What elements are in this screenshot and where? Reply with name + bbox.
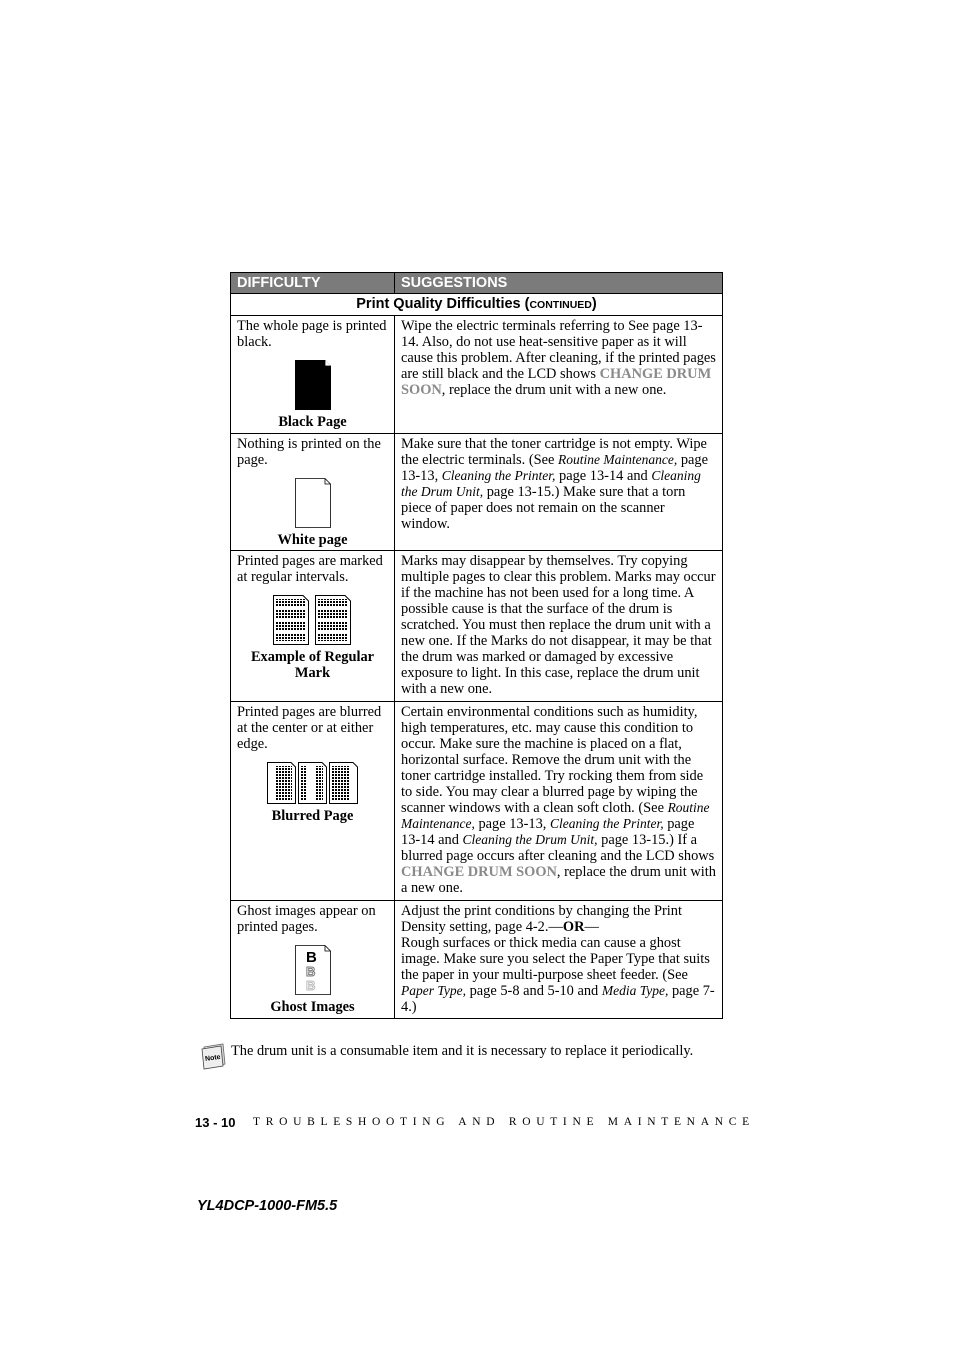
table-row bbox=[231, 901, 723, 1019]
difficulty-cell bbox=[231, 551, 395, 702]
suggestion-cell: Marks may disappear by themselves. Try copying multiple pages to clear this problem. Marks may occur if the machine has not been used for a long time. A possible cause is that the surface of the drum is scratched. You must then replace the drum unit with a new one. If the Marks do not disappear, it may be that the drum was marked or damaged by excessive exposure to light. In this case, replace the drum unit with a new one. bbox=[395, 551, 723, 702]
ghost-image-illustration bbox=[237, 945, 388, 995]
difficulty-cell bbox=[231, 901, 395, 1019]
figure-caption: Ghost Images bbox=[270, 999, 355, 1015]
ghost-letter: B bbox=[305, 964, 315, 979]
difficulty-cell bbox=[231, 434, 395, 551]
header-suggestions: SUGGESTIONS bbox=[395, 273, 723, 294]
table-header-row bbox=[231, 273, 723, 294]
section-continued: CONTINUED bbox=[529, 299, 592, 311]
difficulty-text: Ghost images appear on printed pages. bbox=[237, 903, 376, 935]
lcd-message: CHANGE DRUM SOON bbox=[401, 366, 712, 398]
lcd-message: CHANGE DRUM SOON bbox=[401, 864, 557, 880]
section-title: Print Quality Difficulties (CONTINUED) bbox=[231, 294, 723, 316]
page-number: 13 - 10 bbox=[195, 1115, 236, 1130]
suggestion-cell: Certain environmental conditions such as humidity, high temperatures, etc. may cause this condition to occur. Make sure the machine is placed on a flat, horizontal surface. Remove the drum unit with the toner cartridge installed. Try rocking them from side to side. You may clear a blurred page by wiping the scanner windows with a clean soft cloth. (See Routine Maintenance, page 13-13, Cleaning the Printer, page 13-14 and Cleaning the Drum Unit, page 13-15.) If a blurred page occurs after cleaning and the LCD shows CHANGE DRUM SOON, replace the drum unit with a new one. bbox=[395, 702, 723, 901]
difficulty-cell bbox=[231, 702, 395, 901]
suggestion-cell: Make sure that the toner cartridge is not empty. Wipe the electric terminals. (See Routine Maintenance, page 13-13, Cleaning the Printer, page 13-14 and Cleaning the Drum Unit, page 13-15.) Make sure that a torn piece of paper does not remain on the scanner window. bbox=[395, 434, 723, 551]
blurred-page-illustration bbox=[237, 762, 388, 804]
difficulty-cell bbox=[231, 316, 395, 434]
figure-caption: White page bbox=[277, 532, 348, 548]
suggestion-cell: Adjust the print conditions by changing the Print Density setting, page 4-2.—OR— Rough surfaces or thick media can cause a ghost image. Make sure you select the Paper Type that suits the paper in your multi-purpose sheet feeder. (See Paper Type, page 5-8 and 5-10 and Media Type, page 7-4.) bbox=[395, 901, 723, 1019]
white-page-illustration bbox=[237, 478, 388, 528]
table-row bbox=[231, 551, 723, 702]
difficulty-text: The whole page is printed black. bbox=[237, 318, 387, 350]
figure-caption: Example of Regular Mark bbox=[250, 649, 375, 681]
note-icon-label: Note bbox=[204, 1053, 222, 1063]
ghost-letter: B bbox=[305, 949, 317, 966]
note-text: The drum unit is a consumable item and it is necessary to replace it periodically. bbox=[231, 1043, 694, 1059]
difficulty-text: Nothing is printed on the page. bbox=[237, 436, 381, 468]
figure-caption: Blurred Page bbox=[271, 808, 354, 824]
black-page-illustration bbox=[237, 360, 388, 410]
table-row bbox=[231, 434, 723, 551]
table-row bbox=[231, 702, 723, 901]
troubleshooting-table bbox=[230, 272, 723, 1019]
document-id: YL4DCP-1000-FM5.5 bbox=[197, 1198, 338, 1214]
section-row bbox=[231, 294, 723, 316]
difficulty-text: Printed pages are marked at regular intervals. bbox=[237, 553, 383, 585]
difficulty-text: Printed pages are blurred at the center or at either edge. bbox=[237, 704, 382, 752]
note-icon bbox=[200, 1042, 226, 1075]
suggestion-cell: Wipe the electric terminals referring to See page 13-14. Also, do not use heat-sensitive paper as it will cause this problem. After cleaning, if the printed pages are still black and the LCD shows CHANGE DRUM SOON, replace the drum unit with a new one. bbox=[395, 316, 723, 434]
regular-mark-illustration bbox=[237, 595, 388, 645]
chapter-title: TROUBLESHOOTING AND ROUTINE MAINTENANCE bbox=[253, 1116, 755, 1128]
figure-caption: Black Page bbox=[278, 414, 347, 430]
table-row bbox=[231, 316, 723, 434]
header-difficulty: DIFFICULTY bbox=[231, 273, 395, 294]
ghost-letter: B bbox=[305, 978, 315, 993]
